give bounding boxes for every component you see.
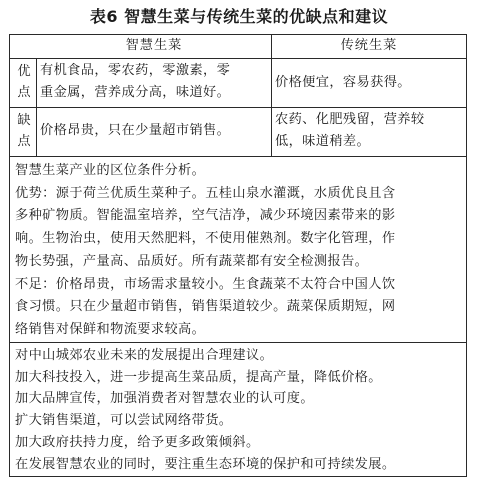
pros-smart-lettuce: 有机食品，零农药，零激素，零 重金属，营养成分高，味道好。	[40, 63, 231, 100]
cons-traditional-lettuce: 农药、化肥残留，营养较 低，味道稍差。	[275, 112, 425, 149]
cons-smart-lettuce: 价格昂贵，只在少量超市销售。	[40, 123, 231, 138]
rule-below-cons	[9, 156, 467, 157]
row-label-cons: 缺 点	[17, 113, 31, 149]
rule-label-column	[36, 58, 37, 156]
pros-traditional-lettuce: 价格便宜，容易获得。	[275, 75, 411, 90]
column-header-traditional-lettuce: 传统生菜	[340, 38, 398, 53]
rule-below-header	[9, 58, 467, 59]
table-title: 表6 智慧生菜与传统生菜的优缺点和建议	[89, 7, 389, 26]
location-analysis: 智慧生菜产业的区位条件分析。 优势：源于荷兰优质生菜种子。五桂山泉水灌溉，水质优良且含 多种矿物质。智能温室培养，空气洁净，减少环境因素带来的影 响。生物治虫，使用天然肥料，不使用催熟剂。数字化管理，作 物长势强，产量高、品质好。所有蔬菜都有安全检测报告。 不足：价格昂贵，市场需求量较小。生食蔬菜不太符合中国人饮 食习惯。只在少量超市销售，销售渠道较少。蔬菜保质期短，网 络销售对保鲜和物流要求较高。	[15, 163, 396, 337]
rule-below-pros	[9, 107, 467, 108]
rule-below-analysis	[9, 342, 467, 343]
row-label-pros: 优 点	[17, 64, 31, 100]
column-header-smart-lettuce: 智慧生菜	[125, 38, 183, 53]
development-suggestions: 对中山城郊农业未来的发展提出合理建议。 加大科技投入，进一步提高生菜品质，提高产量，降低价格。 加大品牌宣传，加强消费者对智慧农业的认可度。 扩大销售渠道，可以尝试网络带货。 加大政府扶持力度，给予更多政策倾斜。 在发展智慧农业的同时，要注重生态环境的保护和可持续发展。	[15, 348, 396, 472]
